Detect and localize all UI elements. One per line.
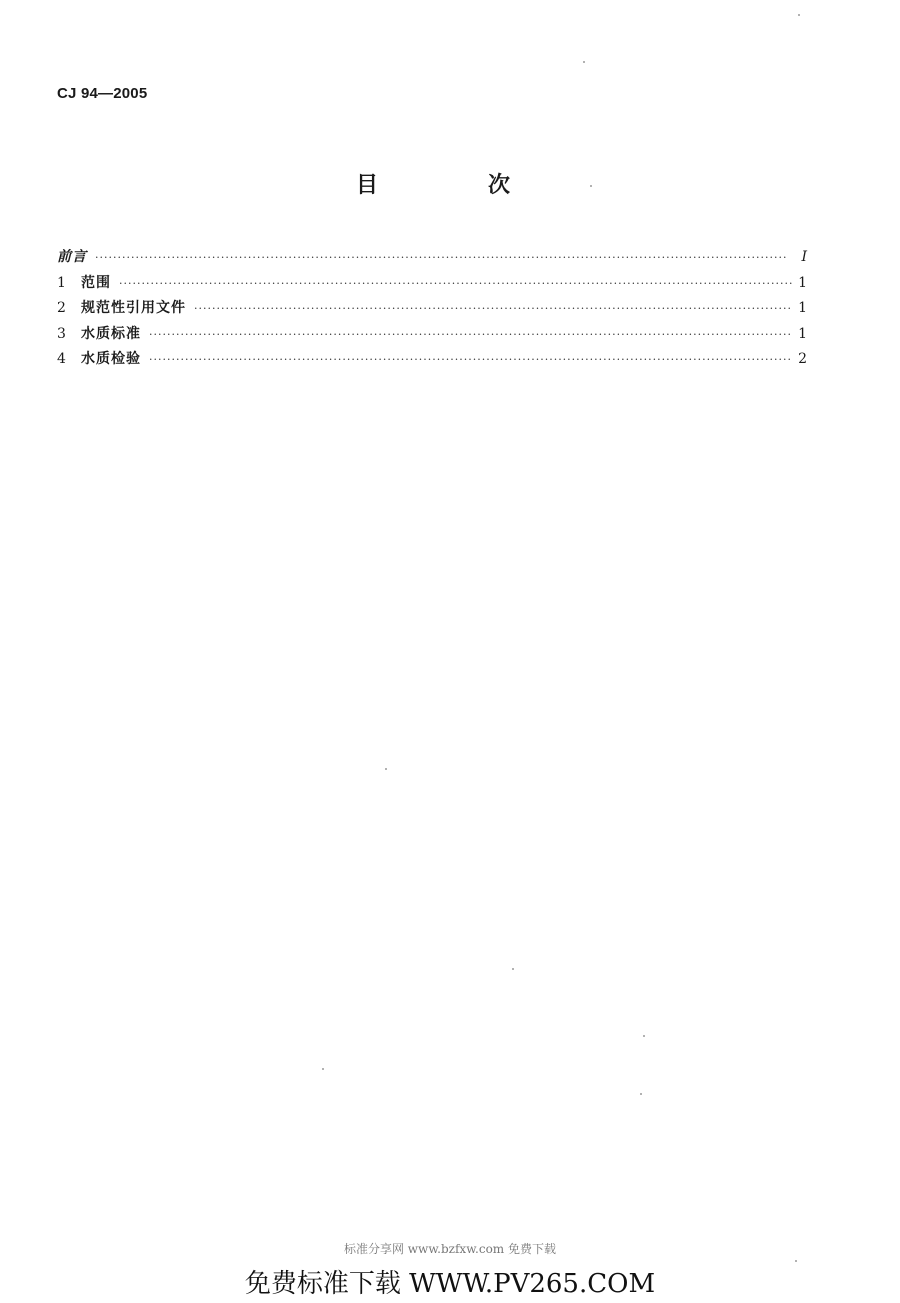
scan-speck [795,1260,797,1262]
toc-entry-label: 规范性引用文件 [81,300,186,316]
toc-entry-normative-references[interactable] [57,297,807,323]
toc-dot-leader [119,277,793,290]
toc-entry-scope[interactable] [57,272,807,298]
toc-title: 目 次 [355,173,554,198]
toc-dot-leader [149,353,793,366]
toc-entry-page: 2 [798,351,807,367]
toc-entry-number: 2 [57,300,66,316]
scan-speck [643,1035,645,1037]
toc-entry-page: I [801,249,807,265]
toc-entry-label: 前言 [57,249,87,265]
site-watermark-note: 标准分享网 www.bzfxw.com 免费下载 [343,1242,557,1256]
toc-entry-number: 4 [57,351,66,367]
toc-entry-number: 1 [57,274,66,291]
scan-speck [583,61,585,63]
toc-entry-page: 1 [798,300,807,316]
scan-speck [322,1068,324,1070]
toc-entry-label: 水质标准 [81,325,141,342]
scan-speck [590,185,592,187]
toc-dot-leader [95,251,793,264]
toc-entry-water-quality-inspection[interactable] [57,348,807,374]
toc-dot-leader [149,328,793,341]
standard-code: CJ 94—2005 [57,85,148,102]
toc-entry-label: 水质检验 [81,351,141,367]
scan-speck [385,768,387,770]
toc-entry-foreword[interactable] [57,246,807,272]
toc-entry-page: 1 [798,325,807,342]
scan-speck [640,1093,642,1095]
scan-speck [512,968,514,970]
download-banner[interactable]: 免费标准下载 WWW.PV265.COM [244,1269,656,1299]
toc-entry-number: 3 [57,325,66,342]
scan-speck [798,14,800,16]
toc-dot-leader [194,302,793,315]
table-of-contents [57,246,807,374]
toc-entry-page: 1 [798,274,807,291]
toc-entry-water-quality-standard[interactable] [57,323,807,349]
toc-entry-label: 范围 [81,274,111,291]
